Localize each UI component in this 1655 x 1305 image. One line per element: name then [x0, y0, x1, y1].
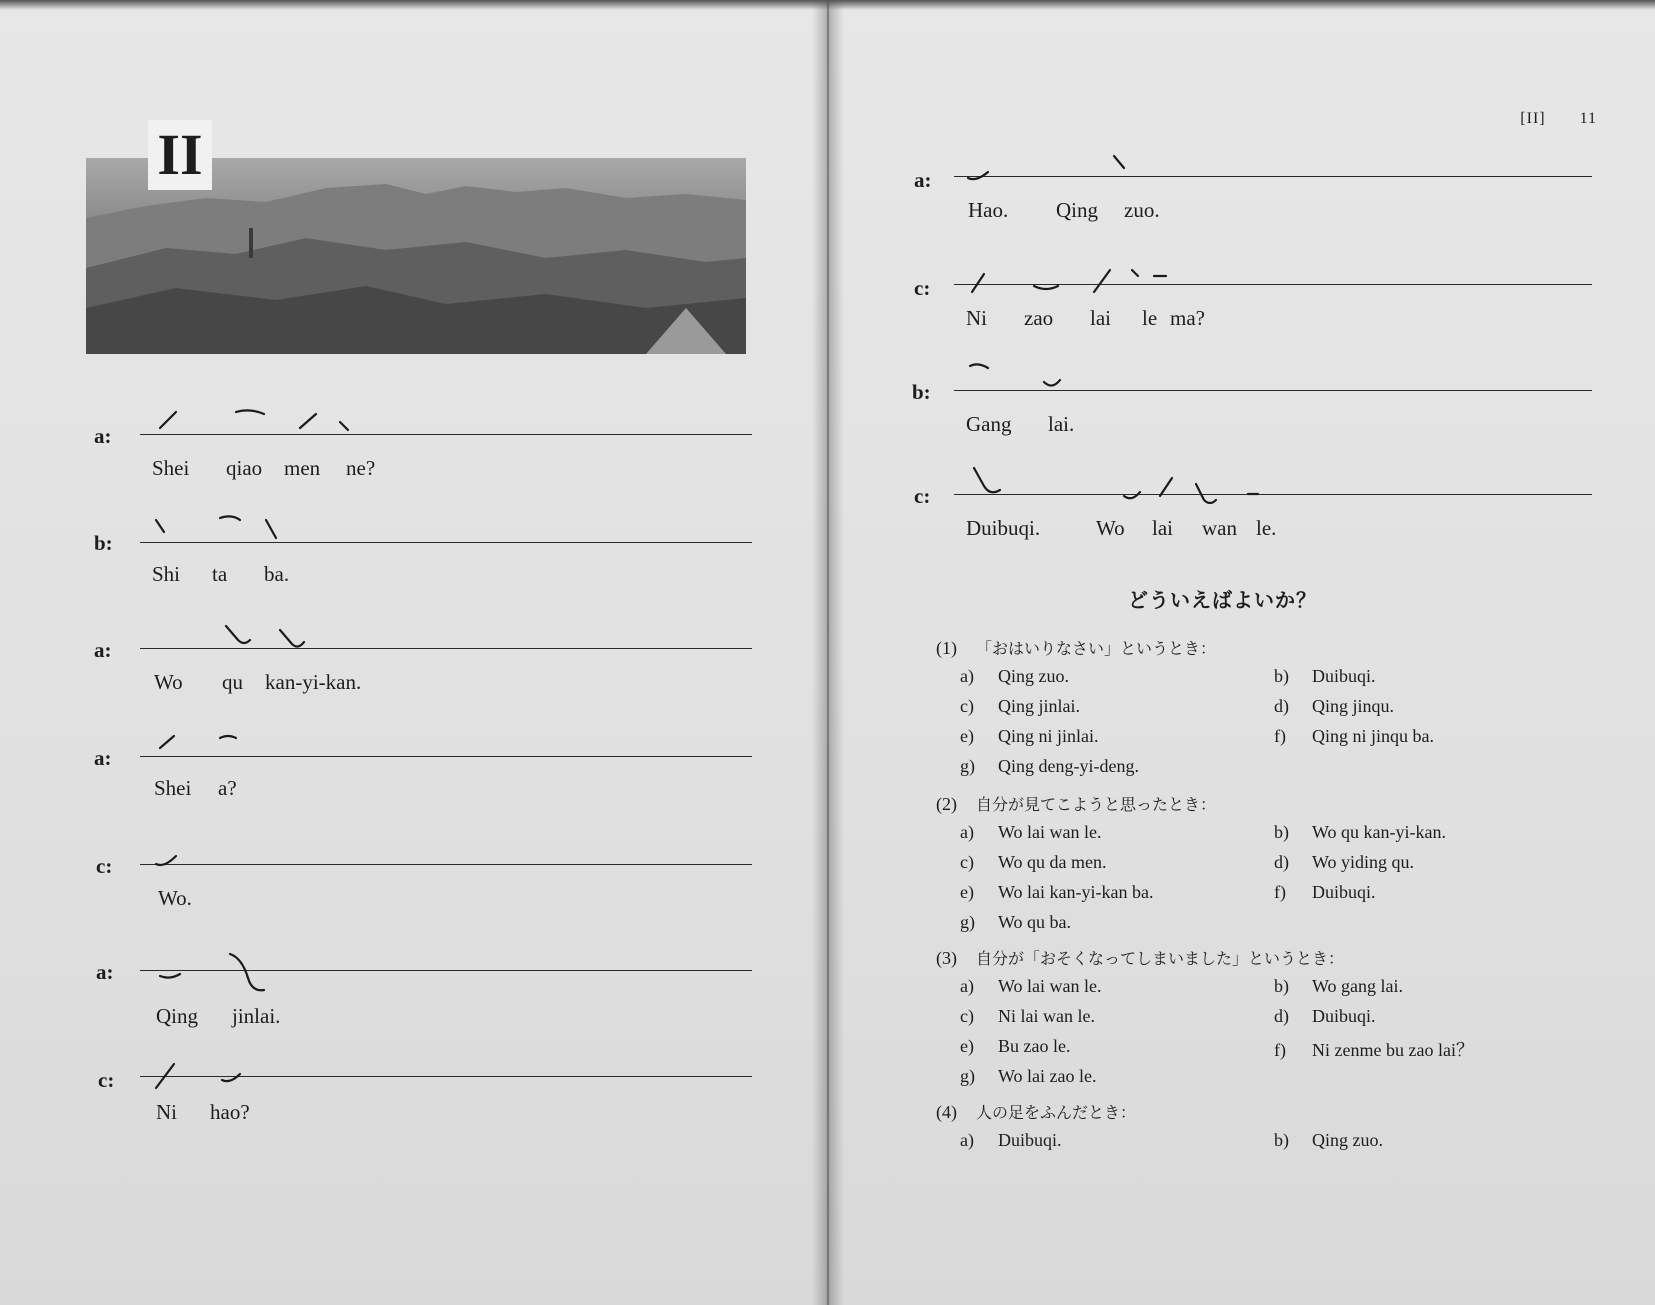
pinyin-syllable: ta — [212, 562, 228, 586]
pinyin-syllable: Shei — [154, 776, 192, 800]
quiz-option — [960, 1066, 1097, 1087]
option-text: Qing ni jinlai. — [998, 726, 1099, 746]
option-text: Wo lai wan le. — [998, 976, 1102, 996]
pinyin-syllable: wan — [1202, 516, 1237, 540]
quiz-option — [1274, 1036, 1474, 1062]
option-text: Qing jinlai. — [998, 696, 1080, 716]
option-letter: b) — [1274, 822, 1289, 842]
quiz-option — [960, 976, 1102, 997]
tone-marks — [140, 846, 200, 876]
option-text: Wo lai kan-yi-kan ba. — [998, 882, 1154, 902]
option-text: Duibuqi. — [1312, 666, 1376, 686]
question-number: (1) — [936, 638, 957, 658]
pinyin-syllable: hao? — [210, 1100, 250, 1124]
tone-line — [140, 864, 752, 865]
pinyin-syllable: Qing — [1056, 198, 1098, 222]
option-text: Wo yiding qu. — [1312, 852, 1415, 872]
quiz-option — [960, 852, 1107, 873]
option-letter: d) — [1274, 1006, 1289, 1026]
option-text: Duibuqi. — [998, 1130, 1062, 1150]
pinyin-syllable: le — [1142, 306, 1158, 330]
pinyin-syllable: Wo. — [158, 886, 192, 910]
pinyin-syllable: Duibuqi. — [966, 516, 1041, 540]
pinyin-syllable: ma? — [1170, 306, 1205, 330]
question-prompt: 人の足をふんだとき： — [976, 1103, 1137, 1122]
pinyin-syllable: le. — [1256, 516, 1277, 540]
option-text: Wo gang lai. — [1312, 976, 1404, 996]
option-text: Qing deng-yi-deng. — [998, 756, 1139, 776]
quiz-option — [960, 696, 1080, 717]
quiz-option — [960, 756, 1139, 777]
pinyin-syllable: men — [284, 456, 321, 480]
option-letter: e) — [960, 882, 974, 902]
question-prompt: 「おはいりなさい」というとき： — [976, 639, 1217, 658]
chapter-numeral: II — [148, 120, 212, 190]
option-letter: e) — [960, 726, 974, 746]
pinyin-syllable: ba. — [264, 562, 290, 586]
quiz-option — [960, 1006, 1095, 1027]
option-text: Ni zenme bu zao lai？ — [1312, 1040, 1474, 1060]
book-gutter — [812, 0, 844, 1305]
speaker-label: a: — [94, 746, 112, 770]
option-letter: e) — [960, 1036, 974, 1056]
tone-marks — [140, 510, 340, 550]
pinyin-syllable: Wo — [1096, 516, 1125, 540]
question-prompt: 自分が「おそくなってしまいました」というとき： — [976, 949, 1345, 968]
quiz-option — [1274, 1130, 1383, 1151]
tone-marks — [140, 1054, 260, 1094]
question-number: (3) — [936, 948, 957, 968]
quiz-option — [960, 726, 1099, 747]
pinyin-syllable: zao — [1024, 306, 1054, 330]
quiz-option — [960, 1130, 1062, 1151]
option-letter: a) — [960, 976, 974, 996]
quiz-option — [1274, 726, 1434, 747]
option-letter: c) — [960, 696, 974, 716]
speaker-label: a: — [94, 424, 112, 448]
option-text: Qing jinqu. — [1312, 696, 1395, 716]
pinyin-syllable: jinlai. — [232, 1004, 281, 1028]
quiz-question — [936, 792, 1216, 815]
pinyin-syllable: Ni — [156, 1100, 177, 1124]
option-text: Wo lai zao le. — [998, 1066, 1097, 1086]
speaker-label: b: — [912, 380, 931, 404]
option-text: Qing zuo. — [1312, 1130, 1383, 1150]
option-text: Qing zuo. — [998, 666, 1069, 686]
quiz-title: どういえばよいか？ — [1128, 588, 1317, 612]
question-number: (4) — [936, 1102, 957, 1122]
option-text: Qing ni jinqu ba. — [1312, 726, 1434, 746]
quiz-question — [936, 1100, 1136, 1123]
pinyin-syllable: Shei — [152, 456, 190, 480]
pinyin-syllable: Shi — [152, 562, 181, 586]
speaker-label: a: — [94, 638, 112, 662]
quiz-option — [1274, 696, 1394, 717]
tone-marks — [954, 256, 1214, 296]
question-prompt: 自分が見てこようと思ったとき： — [976, 795, 1217, 814]
chapter-reference: [II] — [1520, 110, 1546, 127]
quiz-option — [960, 822, 1102, 843]
pinyin-syllable: ne? — [346, 456, 376, 480]
option-letter: d) — [1274, 696, 1289, 716]
option-letter: a) — [960, 822, 974, 842]
option-text: Duibuqi. — [1312, 1006, 1376, 1026]
tone-marks — [954, 356, 1094, 396]
option-letter: f) — [1274, 1040, 1286, 1060]
quiz-question — [936, 946, 1344, 969]
pinyin-syllable: lai — [1090, 306, 1111, 330]
speaker-label: c: — [96, 854, 113, 878]
quiz-option — [1274, 822, 1446, 843]
tone-marks — [140, 948, 280, 998]
tone-marks — [140, 618, 340, 658]
page-header — [1486, 110, 1597, 128]
quiz-option — [1274, 852, 1414, 873]
pinyin-syllable: a? — [218, 776, 237, 800]
option-letter: c) — [960, 1006, 974, 1026]
page-top-edge — [0, 0, 1655, 10]
quiz-option — [960, 666, 1069, 687]
option-text: Duibuqi. — [1312, 882, 1376, 902]
page-number: 11 — [1579, 110, 1597, 127]
option-letter: d) — [1274, 852, 1289, 872]
speaker-label: c: — [914, 484, 931, 508]
option-letter: b) — [1274, 1130, 1289, 1150]
option-letter: f) — [1274, 726, 1286, 746]
option-letter: g) — [960, 912, 975, 932]
pinyin-syllable: Wo — [154, 670, 183, 694]
option-text: Wo lai wan le. — [998, 822, 1102, 842]
pinyin-syllable: Hao. — [968, 198, 1009, 222]
option-letter: b) — [1274, 976, 1289, 996]
quiz-option — [1274, 666, 1376, 687]
pinyin-syllable: kan-yi-kan. — [265, 670, 362, 694]
pinyin-syllable: Qing — [156, 1004, 198, 1028]
option-letter: g) — [960, 1066, 975, 1086]
option-text: Wo qu kan-yi-kan. — [1312, 822, 1447, 842]
pinyin-syllable: lai — [1152, 516, 1173, 540]
option-letter: f) — [1274, 882, 1286, 902]
tone-marks — [954, 150, 1154, 190]
pinyin-syllable: Ni — [966, 306, 987, 330]
quiz-question — [936, 636, 1216, 659]
option-letter: a) — [960, 666, 974, 686]
pinyin-syllable: qu — [222, 670, 243, 694]
quiz-option — [960, 1036, 1070, 1057]
pinyin-syllable: qiao — [226, 456, 263, 480]
pinyin-syllable: zuo. — [1124, 198, 1160, 222]
quiz-option — [1274, 1006, 1376, 1027]
option-text: Wo qu ba. — [998, 912, 1072, 932]
quiz-option — [1274, 882, 1376, 903]
speaker-label: c: — [914, 276, 931, 300]
question-number: (2) — [936, 794, 957, 814]
quiz-option — [960, 912, 1071, 933]
tone-marks — [954, 462, 1274, 512]
quiz-option — [960, 882, 1154, 903]
option-text: Bu zao le. — [998, 1036, 1071, 1056]
option-letter: b) — [1274, 666, 1289, 686]
option-letter: c) — [960, 852, 974, 872]
pinyin-syllable: Gang — [966, 412, 1012, 436]
pinyin-syllable: lai. — [1048, 412, 1075, 436]
speaker-label: a: — [96, 960, 114, 984]
speaker-label: c: — [98, 1068, 115, 1092]
speaker-label: b: — [94, 531, 113, 555]
option-letter: g) — [960, 756, 975, 776]
speaker-label: a: — [914, 168, 932, 192]
option-text: Ni lai wan le. — [998, 1006, 1095, 1026]
option-letter: a) — [960, 1130, 974, 1150]
option-text: Wo qu da men. — [998, 852, 1107, 872]
quiz-option — [1274, 976, 1403, 997]
tone-marks — [140, 728, 260, 758]
tone-marks — [140, 400, 400, 440]
right-page — [828, 0, 1655, 1305]
